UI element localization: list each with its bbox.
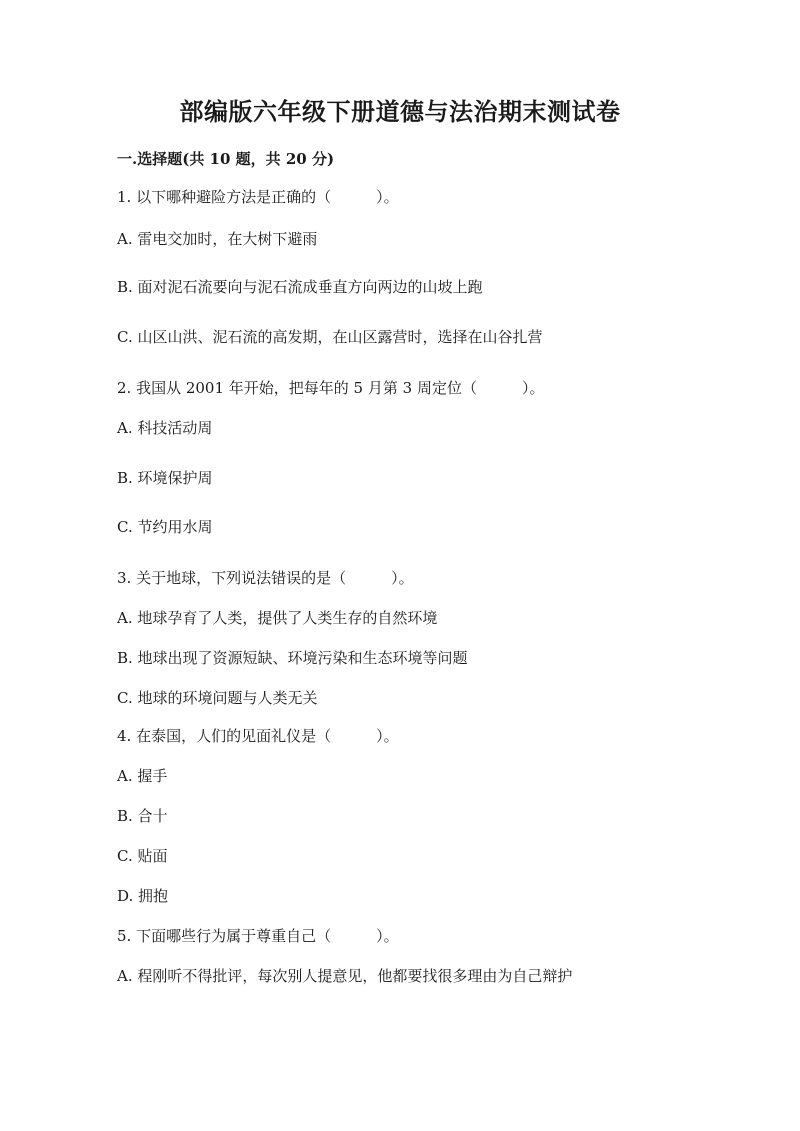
question-2-option-b: B. 环境保护周 [117, 469, 213, 487]
question-4-stem: 4. 在泰国，人们的见面礼仪是（ ）。 [117, 727, 399, 745]
question-2-option-c: C. 节约用水周 [117, 518, 213, 536]
section-heading: 一.选择题(共 10 题，共 20 分) [117, 150, 335, 168]
question-4-option-d: D. 拥抱 [117, 887, 169, 905]
question-1-option-b: B. 面对泥石流要向与泥石流成垂直方向两边的山坡上跑 [117, 278, 483, 296]
question-1-option-a: A. 雷电交加时，在大树下避雨 [117, 230, 318, 248]
question-5-stem: 5. 下面哪些行为属于尊重自己（ ）。 [117, 927, 399, 945]
question-3-option-a: A. 地球孕育了人类，提供了人类生存的自然环境 [117, 609, 438, 627]
question-3-option-c: C. 地球的环境问题与人类无关 [117, 689, 318, 707]
question-3-stem: 3. 关于地球，下列说法错误的是（ ）。 [117, 569, 414, 587]
question-4-option-c: C. 贴面 [117, 847, 168, 865]
question-3-option-b: B. 地球出现了资源短缺、环境污染和生态环境等问题 [117, 649, 468, 667]
question-2-stem: 2. 我国从 2001 年开始，把每年的 5 月第 3 周定位（ ）。 [117, 379, 545, 397]
question-1-option-c: C. 山区山洪、泥石流的高发期，在山区露营时，选择在山谷扎营 [117, 328, 543, 346]
question-5-option-a: A. 程刚听不得批评，每次别人提意见，他都要找很多理由为自己辩护 [117, 967, 573, 985]
page-title: 部编版六年级下册道德与法治期末测试卷 [179, 97, 621, 126]
question-2-option-a: A. 科技活动周 [117, 419, 213, 437]
question-1-stem: 1. 以下哪种避险方法是正确的（ ）。 [117, 188, 399, 206]
question-4-option-b: B. 合十 [117, 807, 168, 825]
question-4-option-a: A. 握手 [117, 767, 168, 785]
